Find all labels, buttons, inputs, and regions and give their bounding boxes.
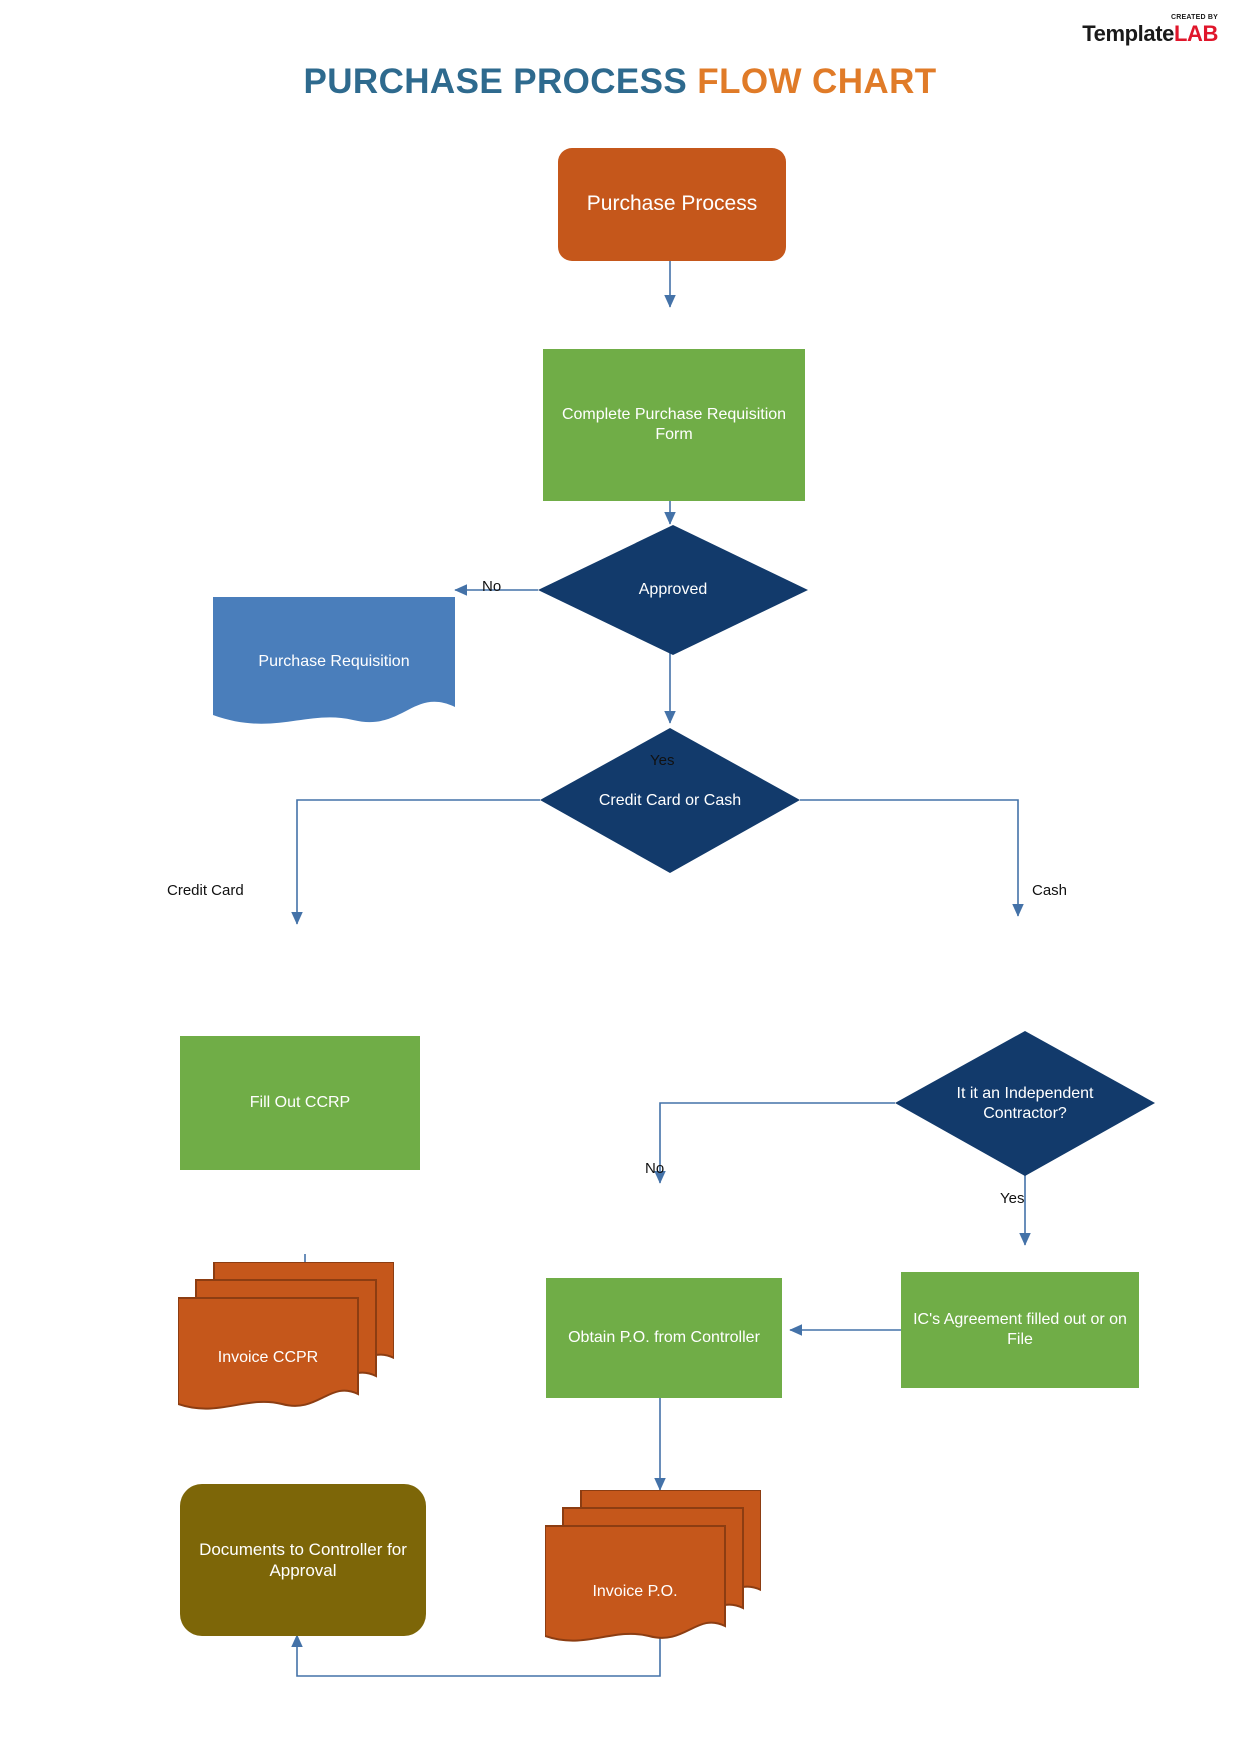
node-complete-purchase-requisition-form-label: Complete Purchase Requisition Form <box>561 406 787 443</box>
node-purchase-requisition-label: Purchase Requisition <box>258 653 410 670</box>
logo-template-text: Template <box>1082 21 1174 46</box>
logo-wordmark <box>1082 21 1218 46</box>
logo-lab-text: LAB <box>1173 21 1218 46</box>
node-invoice-po-document[interactable] <box>545 1490 761 1646</box>
node-credit-card-or-cash-label: Credit Card or Cash <box>598 791 742 809</box>
multi-document-shape <box>178 1262 394 1412</box>
node-documents-to-controller[interactable] <box>180 1484 426 1636</box>
node-fill-out-ccrp[interactable] <box>180 1036 420 1170</box>
edge-label-contractor-yes: Yes <box>1000 1190 1025 1207</box>
node-fill-out-ccrp-label: Fill Out CCRP <box>249 1094 351 1111</box>
node-ic-agreement[interactable] <box>901 1272 1139 1388</box>
node-independent-contractor-label: It it an Independent Contractor? <box>956 1084 1094 1122</box>
node-credit-card-or-cash-decision[interactable] <box>540 728 800 873</box>
page-title <box>0 62 1240 102</box>
node-documents-to-controller-label: Documents to Controller for Approval <box>199 1539 407 1580</box>
node-invoice-ccpr-document[interactable] <box>178 1262 394 1412</box>
node-purchase-requisition-document[interactable] <box>213 597 455 730</box>
multi-document-shape <box>545 1490 761 1646</box>
node-ic-agreement-label: IC's Agreement filled out or on File <box>913 1311 1127 1348</box>
edge-label-credit-card: Credit Card <box>167 882 244 899</box>
logo-created-by-label: CREATED BY <box>1171 14 1218 21</box>
node-purchase-process-label: Purchase Process <box>586 192 758 216</box>
edge-label-contractor-no: No <box>645 1160 665 1177</box>
edge-label-approved-yes: Yes <box>650 752 675 769</box>
edge-label-approved-no: No <box>482 578 502 595</box>
edge-label-cash: Cash <box>1032 882 1068 899</box>
node-complete-purchase-requisition-form[interactable] <box>543 349 805 501</box>
node-approved-label: Approved <box>638 581 708 598</box>
node-approved-decision[interactable] <box>538 525 808 655</box>
page-title-part2: FLOW CHART <box>697 62 937 101</box>
node-invoice-po-label: Invoice P.O. <box>592 1583 678 1600</box>
templatelab-logo <box>1082 14 1218 45</box>
node-purchase-process[interactable] <box>558 148 786 261</box>
node-independent-contractor-decision[interactable] <box>895 1031 1155 1176</box>
node-obtain-po-from-controller-label: Obtain P.O. from Controller <box>568 1329 760 1346</box>
page-title-part1: PURCHASE PROCESS <box>303 62 698 101</box>
node-invoice-ccpr-label: Invoice CCPR <box>217 1349 319 1366</box>
node-obtain-po-from-controller[interactable] <box>546 1278 782 1398</box>
